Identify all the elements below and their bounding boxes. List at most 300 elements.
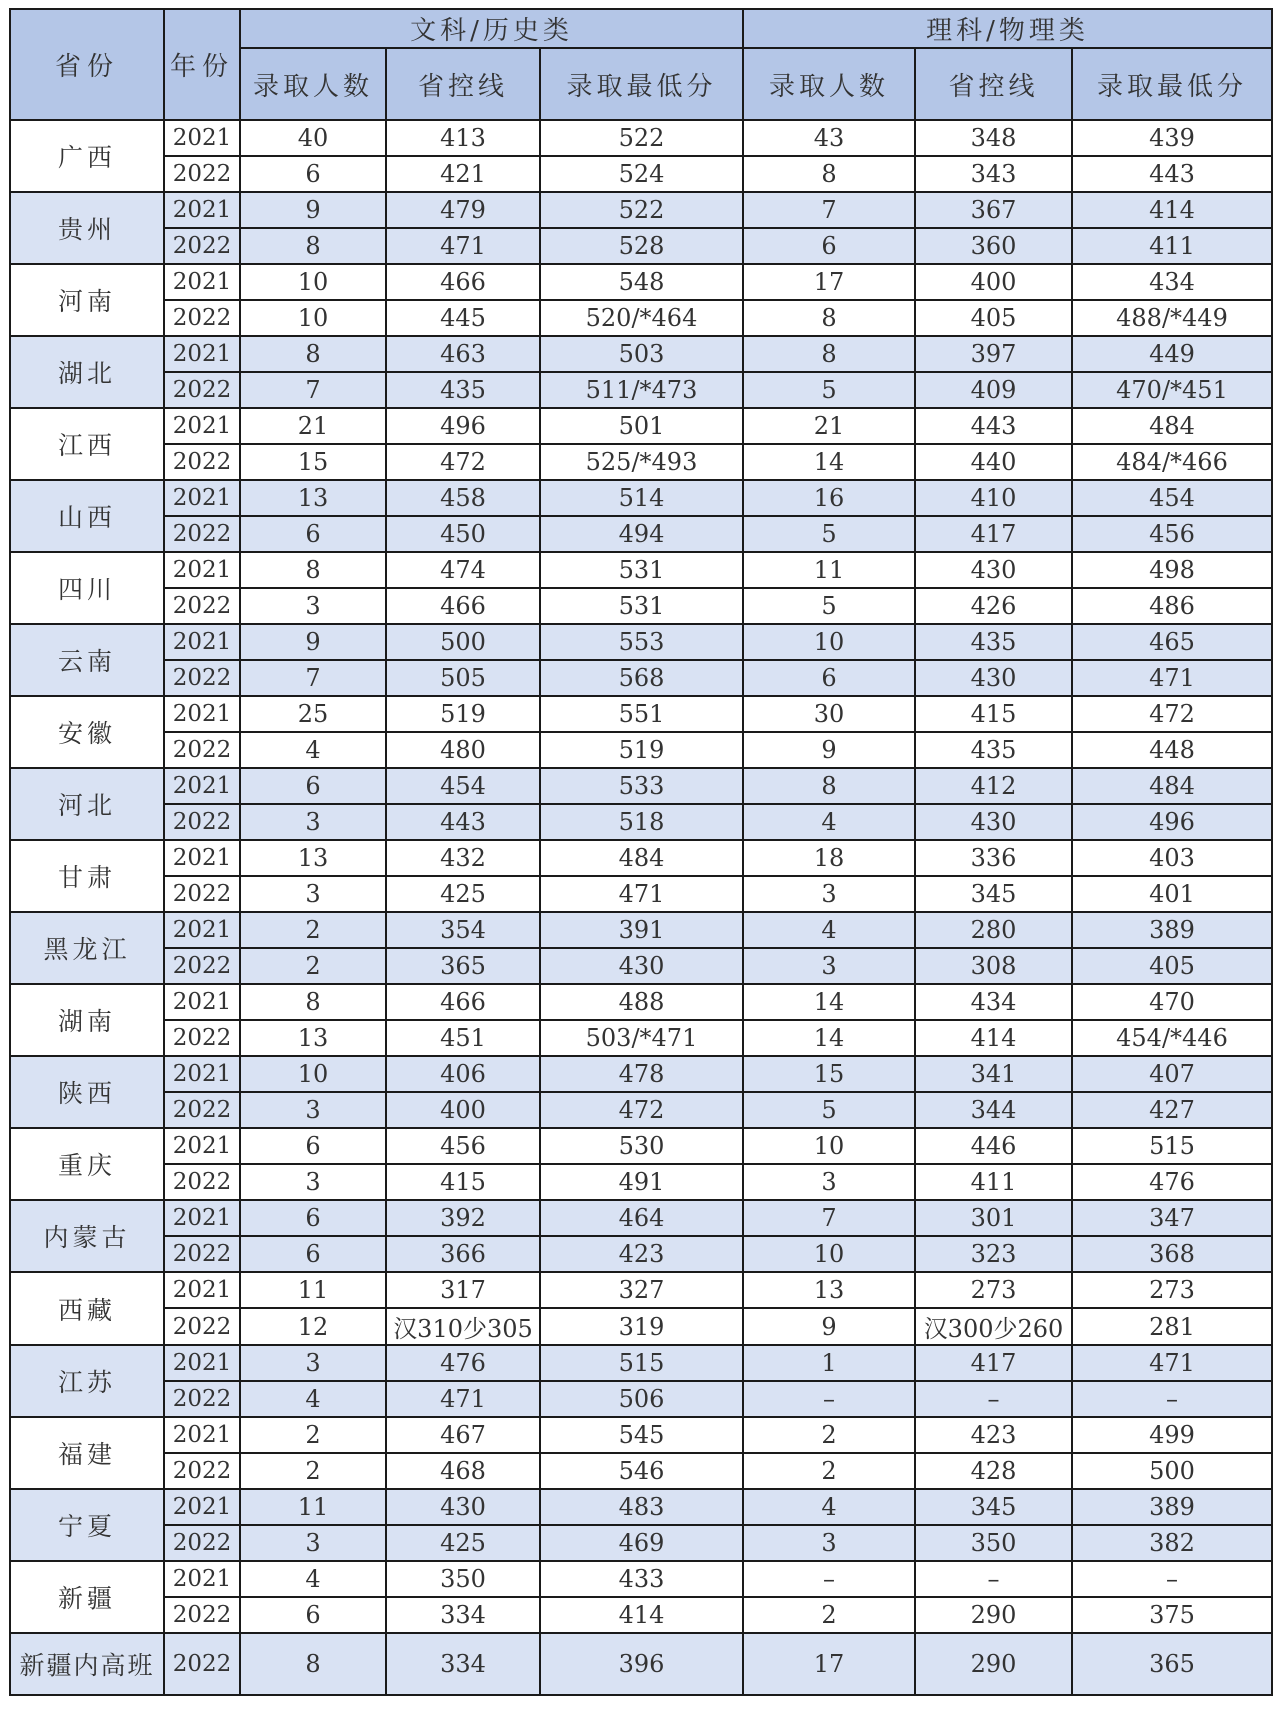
table-row bbox=[10, 1633, 1272, 1695]
year-cell: 2022 bbox=[164, 1236, 240, 1272]
arts-min-score-cell: 531 bbox=[540, 552, 743, 588]
arts-min-score-cell: 506 bbox=[540, 1381, 743, 1417]
year-cell: 2022 bbox=[164, 444, 240, 480]
science-admitted-cell: 3 bbox=[743, 948, 915, 984]
col-header-arts-control-line: 省控线 bbox=[386, 48, 540, 120]
province-cell: 内蒙古 bbox=[10, 1200, 164, 1272]
arts-min-score-cell: 511/*473 bbox=[540, 372, 743, 408]
science-admitted-cell: 5 bbox=[743, 588, 915, 624]
table-row bbox=[10, 156, 1272, 192]
arts-min-score-cell: 530 bbox=[540, 1128, 743, 1164]
science-admitted-cell: 8 bbox=[743, 336, 915, 372]
science-control-line-cell: 440 bbox=[915, 444, 1072, 480]
province-cell: 甘肃 bbox=[10, 840, 164, 912]
science-control-line-cell: 344 bbox=[915, 1092, 1072, 1128]
arts-min-score-cell: 553 bbox=[540, 624, 743, 660]
science-min-score-cell: 449 bbox=[1072, 336, 1272, 372]
table-row bbox=[10, 912, 1272, 948]
arts-min-score-cell: 525/*493 bbox=[540, 444, 743, 480]
table-row bbox=[10, 768, 1272, 804]
science-min-score-cell: 471 bbox=[1072, 1345, 1272, 1381]
arts-min-score-cell: 430 bbox=[540, 948, 743, 984]
arts-control-line-cell: 350 bbox=[386, 1561, 540, 1597]
science-min-score-cell: 403 bbox=[1072, 840, 1272, 876]
year-header: 年份 bbox=[164, 9, 240, 120]
arts-admitted-cell: 2 bbox=[240, 948, 386, 984]
science-admitted-cell: 4 bbox=[743, 912, 915, 948]
arts-min-score-cell: 528 bbox=[540, 228, 743, 264]
arts-control-line-cell: 466 bbox=[386, 984, 540, 1020]
science-control-line-cell: 434 bbox=[915, 984, 1072, 1020]
arts-min-score-cell: 391 bbox=[540, 912, 743, 948]
arts-admitted-cell: 2 bbox=[240, 912, 386, 948]
province-group bbox=[10, 1489, 1272, 1561]
science-min-score-cell: 454 bbox=[1072, 480, 1272, 516]
science-admitted-cell: 10 bbox=[743, 1236, 915, 1272]
arts-admitted-cell: 3 bbox=[240, 1525, 386, 1561]
science-admitted-cell: 9 bbox=[743, 1308, 915, 1345]
province-group bbox=[10, 768, 1272, 840]
science-min-score-cell: – bbox=[1072, 1561, 1272, 1597]
year-cell: 2021 bbox=[164, 984, 240, 1020]
science-admitted-cell: 8 bbox=[743, 156, 915, 192]
year-cell: 2021 bbox=[164, 480, 240, 516]
year-cell: 2022 bbox=[164, 732, 240, 768]
science-min-score-cell: 496 bbox=[1072, 804, 1272, 840]
year-cell: 2021 bbox=[164, 840, 240, 876]
science-min-score-cell: – bbox=[1072, 1381, 1272, 1417]
year-cell: 2022 bbox=[164, 1597, 240, 1633]
arts-admitted-cell: 11 bbox=[240, 1489, 386, 1525]
science-admitted-cell: – bbox=[743, 1561, 915, 1597]
arts-control-line-cell: 413 bbox=[386, 120, 540, 156]
year-cell: 2022 bbox=[164, 804, 240, 840]
province-group bbox=[10, 1633, 1272, 1695]
science-admitted-cell: 13 bbox=[743, 1272, 915, 1308]
science-control-line-cell: 301 bbox=[915, 1200, 1072, 1236]
arts-min-score-cell: 520/*464 bbox=[540, 300, 743, 336]
province-group bbox=[10, 120, 1272, 192]
arts-control-line-cell: 435 bbox=[386, 372, 540, 408]
science-min-score-cell: 401 bbox=[1072, 876, 1272, 912]
year-cell: 2022 bbox=[164, 1453, 240, 1489]
arts-control-line-cell: 467 bbox=[386, 1417, 540, 1453]
science-admitted-cell: 43 bbox=[743, 120, 915, 156]
arts-min-score-cell: 503/*471 bbox=[540, 1020, 743, 1056]
science-min-score-cell: 484/*466 bbox=[1072, 444, 1272, 480]
arts-admitted-cell: 2 bbox=[240, 1453, 386, 1489]
science-min-score-cell: 488/*449 bbox=[1072, 300, 1272, 336]
arts-control-line-cell: 445 bbox=[386, 300, 540, 336]
arts-admitted-cell: 3 bbox=[240, 804, 386, 840]
arts-admitted-cell: 6 bbox=[240, 1200, 386, 1236]
science-admitted-cell: 5 bbox=[743, 372, 915, 408]
table-row bbox=[10, 1417, 1272, 1453]
arts-control-line-cell: 500 bbox=[386, 624, 540, 660]
year-cell: 2021 bbox=[164, 624, 240, 660]
arts-min-score-cell: 433 bbox=[540, 1561, 743, 1597]
science-min-score-cell: 375 bbox=[1072, 1597, 1272, 1633]
arts-min-score-cell: 396 bbox=[540, 1633, 743, 1695]
science-min-score-cell: 368 bbox=[1072, 1236, 1272, 1272]
arts-admitted-cell: 6 bbox=[240, 768, 386, 804]
table-row bbox=[10, 1200, 1272, 1236]
arts-min-score-cell: 545 bbox=[540, 1417, 743, 1453]
province-cell: 江西 bbox=[10, 408, 164, 480]
science-min-score-cell: 411 bbox=[1072, 228, 1272, 264]
science-control-line-cell: 308 bbox=[915, 948, 1072, 984]
year-cell: 2021 bbox=[164, 408, 240, 444]
arts-admitted-cell: 10 bbox=[240, 264, 386, 300]
province-group bbox=[10, 264, 1272, 336]
arts-admitted-cell: 6 bbox=[240, 516, 386, 552]
arts-admitted-cell: 11 bbox=[240, 1272, 386, 1308]
science-control-line-cell: 汉300少260 bbox=[915, 1308, 1072, 1345]
province-group bbox=[10, 1272, 1272, 1345]
science-min-score-cell: 439 bbox=[1072, 120, 1272, 156]
science-control-line-cell: 417 bbox=[915, 1345, 1072, 1381]
arts-min-score-cell: 484 bbox=[540, 840, 743, 876]
arts-control-line-cell: 505 bbox=[386, 660, 540, 696]
province-group bbox=[10, 1128, 1272, 1200]
year-cell: 2022 bbox=[164, 516, 240, 552]
arts-admitted-cell: 40 bbox=[240, 120, 386, 156]
arts-control-line-cell: 354 bbox=[386, 912, 540, 948]
arts-admitted-cell: 3 bbox=[240, 1164, 386, 1200]
science-admitted-cell: 18 bbox=[743, 840, 915, 876]
science-control-line-cell: 426 bbox=[915, 588, 1072, 624]
province-group bbox=[10, 552, 1272, 624]
province-cell: 贵州 bbox=[10, 192, 164, 264]
science-min-score-cell: 365 bbox=[1072, 1633, 1272, 1695]
science-admitted-cell: 2 bbox=[743, 1597, 915, 1633]
arts-admitted-cell: 3 bbox=[240, 876, 386, 912]
science-control-line-cell: 423 bbox=[915, 1417, 1072, 1453]
province-cell: 西藏 bbox=[10, 1272, 164, 1345]
science-control-line-cell: 397 bbox=[915, 336, 1072, 372]
province-group bbox=[10, 1056, 1272, 1128]
province-group bbox=[10, 192, 1272, 264]
science-control-line-cell: 273 bbox=[915, 1272, 1072, 1308]
table-row bbox=[10, 1345, 1272, 1381]
province-group bbox=[10, 1200, 1272, 1272]
table-row bbox=[10, 516, 1272, 552]
science-control-line-cell: 345 bbox=[915, 876, 1072, 912]
group-header-science: 理科/物理类 bbox=[743, 9, 1272, 48]
year-cell: 2022 bbox=[164, 156, 240, 192]
science-control-line-cell: 290 bbox=[915, 1633, 1072, 1695]
science-min-score-cell: 470 bbox=[1072, 984, 1272, 1020]
year-cell: 2022 bbox=[164, 1164, 240, 1200]
science-min-score-cell: 389 bbox=[1072, 912, 1272, 948]
arts-min-score-cell: 503 bbox=[540, 336, 743, 372]
science-control-line-cell: 410 bbox=[915, 480, 1072, 516]
arts-min-score-cell: 533 bbox=[540, 768, 743, 804]
science-min-score-cell: 273 bbox=[1072, 1272, 1272, 1308]
science-control-line-cell: 323 bbox=[915, 1236, 1072, 1272]
year-cell: 2021 bbox=[164, 768, 240, 804]
year-cell: 2021 bbox=[164, 1345, 240, 1381]
science-admitted-cell: 3 bbox=[743, 876, 915, 912]
province-cell: 安徽 bbox=[10, 696, 164, 768]
arts-control-line-cell: 479 bbox=[386, 192, 540, 228]
table-row bbox=[10, 408, 1272, 444]
arts-admitted-cell: 25 bbox=[240, 696, 386, 732]
table-row bbox=[10, 1453, 1272, 1489]
science-control-line-cell: 443 bbox=[915, 408, 1072, 444]
arts-control-line-cell: 471 bbox=[386, 1381, 540, 1417]
province-cell: 陕西 bbox=[10, 1056, 164, 1128]
table-row bbox=[10, 1561, 1272, 1597]
col-header-science-min-score: 录取最低分 bbox=[1072, 48, 1272, 120]
science-control-line-cell: 405 bbox=[915, 300, 1072, 336]
arts-min-score-cell: 472 bbox=[540, 1092, 743, 1128]
province-cell: 宁夏 bbox=[10, 1489, 164, 1561]
arts-admitted-cell: 3 bbox=[240, 588, 386, 624]
year-cell: 2022 bbox=[164, 1020, 240, 1056]
table-row bbox=[10, 552, 1272, 588]
science-admitted-cell: 5 bbox=[743, 1092, 915, 1128]
arts-control-line-cell: 454 bbox=[386, 768, 540, 804]
arts-control-line-cell: 421 bbox=[386, 156, 540, 192]
province-cell: 新疆内高班 bbox=[10, 1633, 164, 1695]
science-control-line-cell: 350 bbox=[915, 1525, 1072, 1561]
arts-admitted-cell: 4 bbox=[240, 1561, 386, 1597]
arts-control-line-cell: 450 bbox=[386, 516, 540, 552]
science-min-score-cell: 500 bbox=[1072, 1453, 1272, 1489]
year-cell: 2021 bbox=[164, 192, 240, 228]
science-admitted-cell: 5 bbox=[743, 516, 915, 552]
col-header-science-admitted: 录取人数 bbox=[743, 48, 915, 120]
province-group bbox=[10, 696, 1272, 768]
province-group bbox=[10, 624, 1272, 696]
science-control-line-cell: 343 bbox=[915, 156, 1072, 192]
province-group bbox=[10, 1417, 1272, 1489]
col-header-science-control-line: 省控线 bbox=[915, 48, 1072, 120]
science-min-score-cell: 498 bbox=[1072, 552, 1272, 588]
arts-admitted-cell: 2 bbox=[240, 1417, 386, 1453]
science-admitted-cell: 21 bbox=[743, 408, 915, 444]
arts-control-line-cell: 365 bbox=[386, 948, 540, 984]
science-control-line-cell: 417 bbox=[915, 516, 1072, 552]
science-min-score-cell: 476 bbox=[1072, 1164, 1272, 1200]
province-group bbox=[10, 336, 1272, 408]
table-row bbox=[10, 588, 1272, 624]
arts-min-score-cell: 522 bbox=[540, 192, 743, 228]
science-admitted-cell: 14 bbox=[743, 984, 915, 1020]
arts-control-line-cell: 476 bbox=[386, 1345, 540, 1381]
arts-control-line-cell: 468 bbox=[386, 1453, 540, 1489]
arts-admitted-cell: 6 bbox=[240, 156, 386, 192]
science-control-line-cell: – bbox=[915, 1561, 1072, 1597]
arts-admitted-cell: 3 bbox=[240, 1345, 386, 1381]
arts-control-line-cell: 466 bbox=[386, 588, 540, 624]
year-cell: 2022 bbox=[164, 300, 240, 336]
science-min-score-cell: 484 bbox=[1072, 768, 1272, 804]
science-control-line-cell: 336 bbox=[915, 840, 1072, 876]
arts-control-line-cell: 463 bbox=[386, 336, 540, 372]
science-min-score-cell: 427 bbox=[1072, 1092, 1272, 1128]
arts-min-score-cell: 494 bbox=[540, 516, 743, 552]
province-group bbox=[10, 408, 1272, 480]
year-cell: 2022 bbox=[164, 588, 240, 624]
science-admitted-cell: 7 bbox=[743, 1200, 915, 1236]
year-cell: 2021 bbox=[164, 1489, 240, 1525]
province-cell: 云南 bbox=[10, 624, 164, 696]
science-control-line-cell: 428 bbox=[915, 1453, 1072, 1489]
province-cell: 河南 bbox=[10, 264, 164, 336]
year-cell: 2022 bbox=[164, 1525, 240, 1561]
table-row bbox=[10, 228, 1272, 264]
science-control-line-cell: 290 bbox=[915, 1597, 1072, 1633]
arts-control-line-cell: 458 bbox=[386, 480, 540, 516]
arts-admitted-cell: 15 bbox=[240, 444, 386, 480]
province-cell: 黑龙江 bbox=[10, 912, 164, 984]
science-admitted-cell: 3 bbox=[743, 1525, 915, 1561]
arts-min-score-cell: 531 bbox=[540, 588, 743, 624]
science-control-line-cell: 446 bbox=[915, 1128, 1072, 1164]
table-row bbox=[10, 660, 1272, 696]
table-row bbox=[10, 1236, 1272, 1272]
arts-control-line-cell: 415 bbox=[386, 1164, 540, 1200]
science-admitted-cell: 6 bbox=[743, 660, 915, 696]
science-admitted-cell: 4 bbox=[743, 804, 915, 840]
year-cell: 2021 bbox=[164, 336, 240, 372]
table-row bbox=[10, 1308, 1272, 1345]
science-admitted-cell: 30 bbox=[743, 696, 915, 732]
science-admitted-cell: – bbox=[743, 1381, 915, 1417]
table-row bbox=[10, 1164, 1272, 1200]
science-admitted-cell: 10 bbox=[743, 624, 915, 660]
science-min-score-cell: 382 bbox=[1072, 1525, 1272, 1561]
science-min-score-cell: 389 bbox=[1072, 1489, 1272, 1525]
science-min-score-cell: 486 bbox=[1072, 588, 1272, 624]
arts-control-line-cell: 432 bbox=[386, 840, 540, 876]
arts-control-line-cell: 334 bbox=[386, 1633, 540, 1695]
science-control-line-cell: 412 bbox=[915, 768, 1072, 804]
arts-admitted-cell: 4 bbox=[240, 1381, 386, 1417]
table-row bbox=[10, 1128, 1272, 1164]
arts-admitted-cell: 9 bbox=[240, 624, 386, 660]
year-cell: 2022 bbox=[164, 660, 240, 696]
science-control-line-cell: 415 bbox=[915, 696, 1072, 732]
science-min-score-cell: 281 bbox=[1072, 1308, 1272, 1345]
arts-min-score-cell: 471 bbox=[540, 876, 743, 912]
province-cell: 四川 bbox=[10, 552, 164, 624]
table-row bbox=[10, 264, 1272, 300]
science-control-line-cell: 360 bbox=[915, 228, 1072, 264]
arts-control-line-cell: 汉310少305 bbox=[386, 1308, 540, 1345]
science-min-score-cell: 465 bbox=[1072, 624, 1272, 660]
arts-min-score-cell: 568 bbox=[540, 660, 743, 696]
arts-admitted-cell: 10 bbox=[240, 1056, 386, 1092]
arts-min-score-cell: 478 bbox=[540, 1056, 743, 1092]
arts-admitted-cell: 3 bbox=[240, 1092, 386, 1128]
arts-admitted-cell: 6 bbox=[240, 1128, 386, 1164]
province-group bbox=[10, 984, 1272, 1056]
table-row bbox=[10, 948, 1272, 984]
science-min-score-cell: 443 bbox=[1072, 156, 1272, 192]
year-cell: 2021 bbox=[164, 1272, 240, 1308]
year-cell: 2021 bbox=[164, 696, 240, 732]
table-row bbox=[10, 1020, 1272, 1056]
arts-min-score-cell: 491 bbox=[540, 1164, 743, 1200]
science-control-line-cell: 345 bbox=[915, 1489, 1072, 1525]
arts-control-line-cell: 496 bbox=[386, 408, 540, 444]
science-control-line-cell: 414 bbox=[915, 1020, 1072, 1056]
province-header: 省份 bbox=[10, 9, 164, 120]
arts-control-line-cell: 400 bbox=[386, 1092, 540, 1128]
arts-admitted-cell: 8 bbox=[240, 552, 386, 588]
table-row bbox=[10, 1489, 1272, 1525]
table-row bbox=[10, 1597, 1272, 1633]
table-row bbox=[10, 732, 1272, 768]
science-min-score-cell: 448 bbox=[1072, 732, 1272, 768]
year-cell: 2022 bbox=[164, 228, 240, 264]
science-admitted-cell: 4 bbox=[743, 1489, 915, 1525]
province-cell: 福建 bbox=[10, 1417, 164, 1489]
science-admitted-cell: 9 bbox=[743, 732, 915, 768]
year-cell: 2022 bbox=[164, 1092, 240, 1128]
table-row bbox=[10, 336, 1272, 372]
science-admitted-cell: 17 bbox=[743, 264, 915, 300]
arts-min-score-cell: 488 bbox=[540, 984, 743, 1020]
arts-admitted-cell: 7 bbox=[240, 372, 386, 408]
group-header-liberal-arts: 文科/历史类 bbox=[240, 9, 743, 48]
table-row bbox=[10, 840, 1272, 876]
arts-min-score-cell: 319 bbox=[540, 1308, 743, 1345]
arts-min-score-cell: 524 bbox=[540, 156, 743, 192]
year-cell: 2022 bbox=[164, 1633, 240, 1695]
arts-admitted-cell: 21 bbox=[240, 408, 386, 444]
science-min-score-cell: 515 bbox=[1072, 1128, 1272, 1164]
arts-admitted-cell: 9 bbox=[240, 192, 386, 228]
table-row bbox=[10, 984, 1272, 1020]
year-cell: 2022 bbox=[164, 372, 240, 408]
science-control-line-cell: 430 bbox=[915, 660, 1072, 696]
table-row bbox=[10, 1525, 1272, 1561]
table-row bbox=[10, 120, 1272, 156]
arts-control-line-cell: 480 bbox=[386, 732, 540, 768]
arts-control-line-cell: 519 bbox=[386, 696, 540, 732]
arts-min-score-cell: 519 bbox=[540, 732, 743, 768]
year-cell: 2021 bbox=[164, 264, 240, 300]
year-cell: 2022 bbox=[164, 1381, 240, 1417]
science-control-line-cell: 409 bbox=[915, 372, 1072, 408]
province-group bbox=[10, 840, 1272, 912]
science-admitted-cell: 6 bbox=[743, 228, 915, 264]
year-cell: 2022 bbox=[164, 876, 240, 912]
science-min-score-cell: 407 bbox=[1072, 1056, 1272, 1092]
science-admitted-cell: 10 bbox=[743, 1128, 915, 1164]
science-control-line-cell: 435 bbox=[915, 732, 1072, 768]
table-row bbox=[10, 444, 1272, 480]
science-min-score-cell: 454/*446 bbox=[1072, 1020, 1272, 1056]
arts-admitted-cell: 8 bbox=[240, 1633, 386, 1695]
arts-control-line-cell: 425 bbox=[386, 1525, 540, 1561]
col-header-arts-admitted: 录取人数 bbox=[240, 48, 386, 120]
science-admitted-cell: 8 bbox=[743, 300, 915, 336]
science-control-line-cell: 341 bbox=[915, 1056, 1072, 1092]
province-cell: 湖南 bbox=[10, 984, 164, 1056]
year-cell: 2022 bbox=[164, 948, 240, 984]
province-cell: 江苏 bbox=[10, 1345, 164, 1417]
arts-admitted-cell: 7 bbox=[240, 660, 386, 696]
science-min-score-cell: 434 bbox=[1072, 264, 1272, 300]
arts-min-score-cell: 501 bbox=[540, 408, 743, 444]
arts-admitted-cell: 12 bbox=[240, 1308, 386, 1345]
arts-min-score-cell: 522 bbox=[540, 120, 743, 156]
